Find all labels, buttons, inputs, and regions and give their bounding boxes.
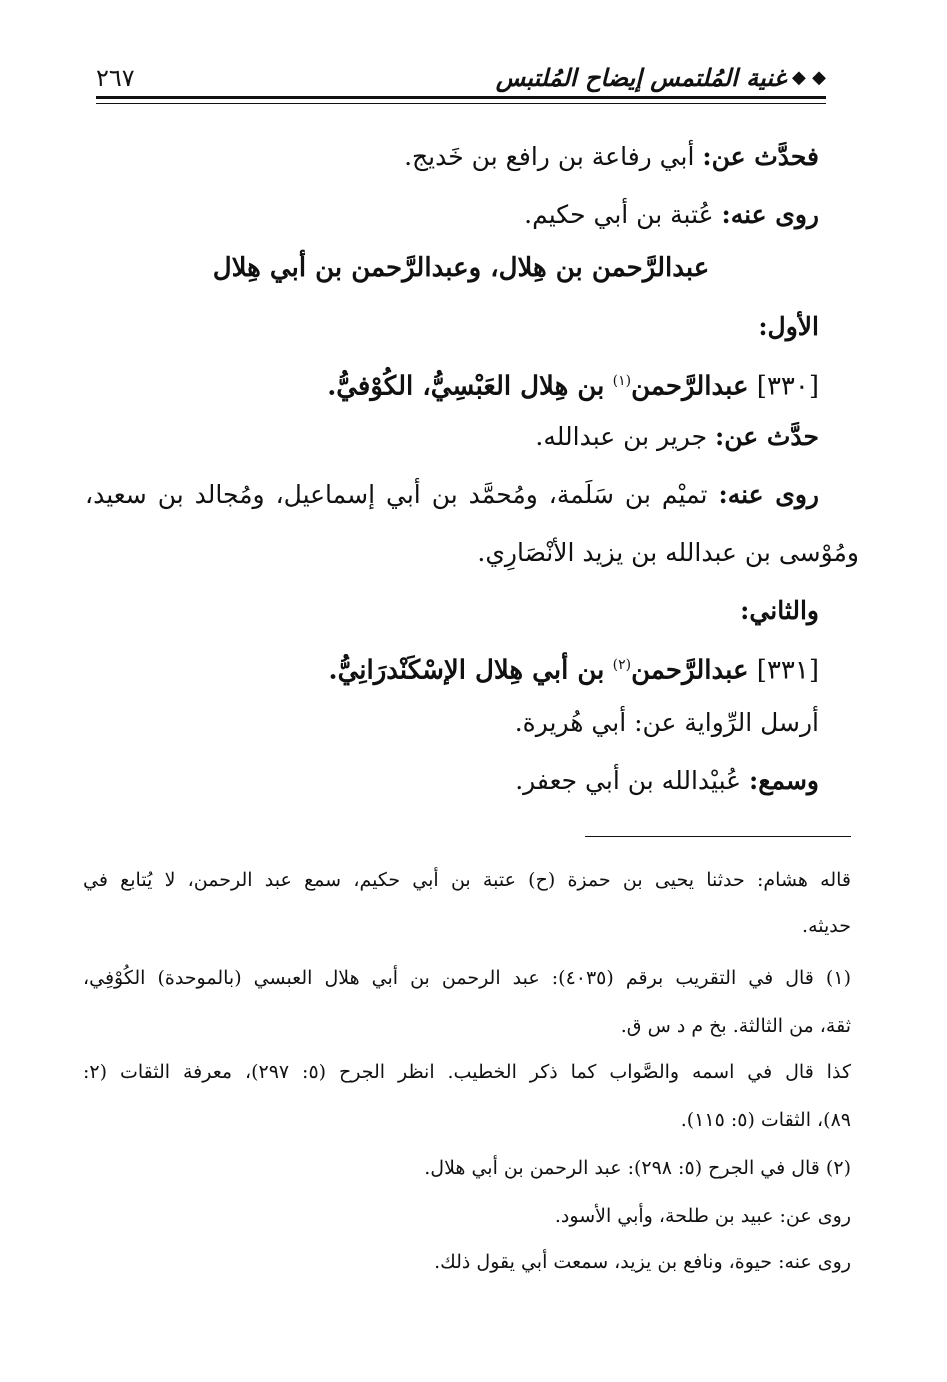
footnote-carry-line: قاله هشام: حدثنا يحيى بن حمزة (ح) عتبة بن أبي حكيم، سمع عبد الرحمن، لا يُتابع في — [83, 869, 851, 891]
value: عُتبة بن أبي حكيم. — [524, 200, 714, 229]
footnote-separator — [585, 836, 851, 837]
entry-330-narrated-by-cont: ومُوْسى بن عبدالله بن يزيد الأنْصَارِي. — [477, 538, 859, 567]
footnote-1-cont: كذا قال في اسمه والصَّواب كما ذكر الخطيب. انظر الجرح (٥: ٢٩٧)، معرفة الثقات (٢: — [83, 1061, 851, 1083]
label: وسمع: — [748, 766, 819, 795]
label: حدَّث عن: — [715, 422, 819, 451]
entry-number: [٣٣١] — [756, 655, 819, 686]
footnote-carry-line: حديثه. — [802, 915, 851, 937]
footnote-ref: (١) — [612, 373, 632, 389]
header-rule-thin — [96, 103, 826, 104]
footnote-1-cont: ٨٩)، الثقات (٥: ١١٥). — [680, 1109, 851, 1131]
footnote-ref: (٢) — [612, 657, 632, 673]
entry-330-narrated-by — [85, 478, 819, 512]
footnote-2-cont: روى عن: عبيد بن طلحة، وأبي الأسود. — [554, 1205, 851, 1227]
section-heading: عبدالرَّحمن بن هِلال، وعبدالرَّحمن بن أبي هِلال — [212, 253, 710, 283]
entry-number: [٣٣٠] — [756, 371, 819, 402]
prev-narrated-from-line — [404, 140, 819, 174]
entry-name: عبدالرَّحمن — [631, 371, 749, 402]
header-rule-thick — [96, 96, 826, 99]
entry-330-narrated-from — [535, 420, 819, 454]
entry-331-heading — [329, 648, 819, 688]
footnote-2: (٢) قال في الجرح (٥: ٢٩٨): عبد الرحمن بن أبي هلال. — [424, 1157, 851, 1179]
entry-331-mursal: أرسل الرِّواية عن: أبي هُريرة. — [514, 708, 819, 737]
value: تميْم بن سَلَمة، ومُحمَّد بن أبي إسماعيل، ومُجالد بن سعيد، — [85, 480, 708, 509]
entry-330-heading — [327, 364, 819, 404]
prev-narrated-by-line — [524, 198, 819, 232]
page-header — [96, 56, 826, 92]
label: فحدَّث عن: — [702, 142, 819, 171]
value: عُبيْدالله بن أبي جعفر. — [515, 766, 742, 795]
footnote-1: (١) قال في التقريب برقم (٤٠٣٥): عبد الرحمن بن أبي هلال العبسي (بالموحدة) الكُوْفِي، — [83, 967, 851, 989]
entry-name: عبدالرَّحمن — [631, 655, 749, 686]
entry-name-rest: بن هِلال العَبْسِيُّ، الكُوْفيُّ. — [327, 371, 605, 402]
second-label: والثاني: — [740, 596, 819, 625]
label: روى عنه: — [721, 200, 819, 229]
value: أبي رفاعة بن رافع بن خَديج. — [404, 142, 695, 171]
footnote-2-cont: روى عنه: حيوة، ونافع بن يزيد، سمعت أبي يقول ذلك. — [434, 1251, 851, 1273]
entry-name-rest: بن أبي هِلال الإسْكَنْدرَانِيُّ. — [328, 655, 605, 686]
running-title — [496, 63, 826, 92]
label: روى عنه: — [718, 480, 820, 509]
running-title-text: غنية المُلتمس إيضاح المُلتبس — [495, 63, 787, 92]
entry-331-heard — [515, 764, 819, 798]
footnote-1-cont: ثقة، من الثالثة. بخ م د س ق. — [620, 1015, 851, 1037]
page-number: ٢٦٧ — [96, 64, 135, 92]
diamond-ornament-icon: ◆ ◆ — [792, 67, 826, 88]
first-label: الأول: — [758, 312, 819, 341]
value: جرير بن عبدالله. — [535, 422, 708, 451]
